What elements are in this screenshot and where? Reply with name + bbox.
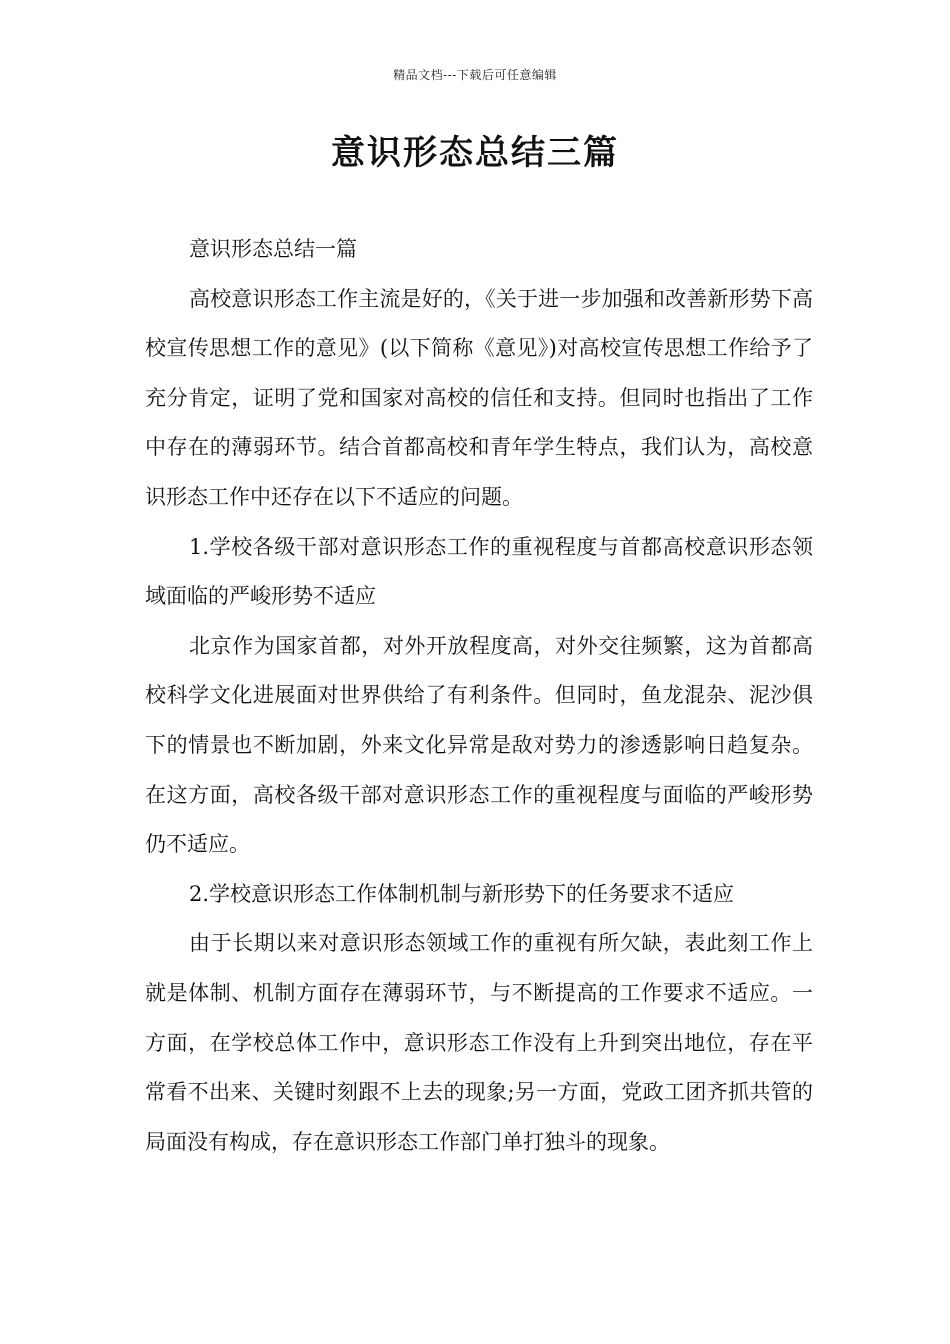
- paragraph-point-2: 由于长期以来对意识形态领域工作的重视有所欠缺，表此刻工作上就是体制、机制方面存在薄弱环节，与不断提高的工作要求不适应。一方面，在学校总体工作中，意识形态工作没有上升到突出地位，存在平常看不出来、关键时刻跟不上去的现象;另一方面，党政工团齐抓共管的局面没有构成，存在意识形态工作部门单打独斗的现象。: [145, 931, 813, 1154]
- document-title: 意识形态总结三篇: [331, 133, 619, 173]
- section-heading-1: 意识形态总结一篇: [189, 237, 357, 261]
- paragraph-point-1: 北京作为国家首都，对外开放程度高，对外交往频繁，这为首都高校科学文化进展面对世界供给了有利条件。但同时，鱼龙混杂、泥沙俱下的情景也不断加剧，外来文化异常是敌对势力的渗透影响日趋复杂。在这方面，高校各级干部对意识形态工作的重视程度与面临的严峻形势仍不适应。: [145, 633, 813, 857]
- point-heading-2: 2.学校意识形态工作体制机制与新形势下的任务要求不适应: [189, 881, 735, 906]
- document-body: [145, 225, 813, 1167]
- point-heading-1: 1.学校各级干部对意识形态工作的重视程度与首都高校意识形态领域面临的严峻形势不适应: [145, 534, 813, 609]
- header-note: 精品文档---下载后可任意编辑: [393, 68, 557, 82]
- paragraph-intro: 高校意识形态工作主流是好的，《关于进一步加强和改善新形势下高校宣传思想工作的意见》(以下简称《意见》)对高校宣传思想工作给予了充分肯定，证明了党和国家对高校的信任和支持。但同时也指出了工作中存在的薄弱环节。结合首都高校和青年学生特点，我们认为，高校意识形态工作中还存在以下不适应的问题。: [145, 286, 813, 509]
